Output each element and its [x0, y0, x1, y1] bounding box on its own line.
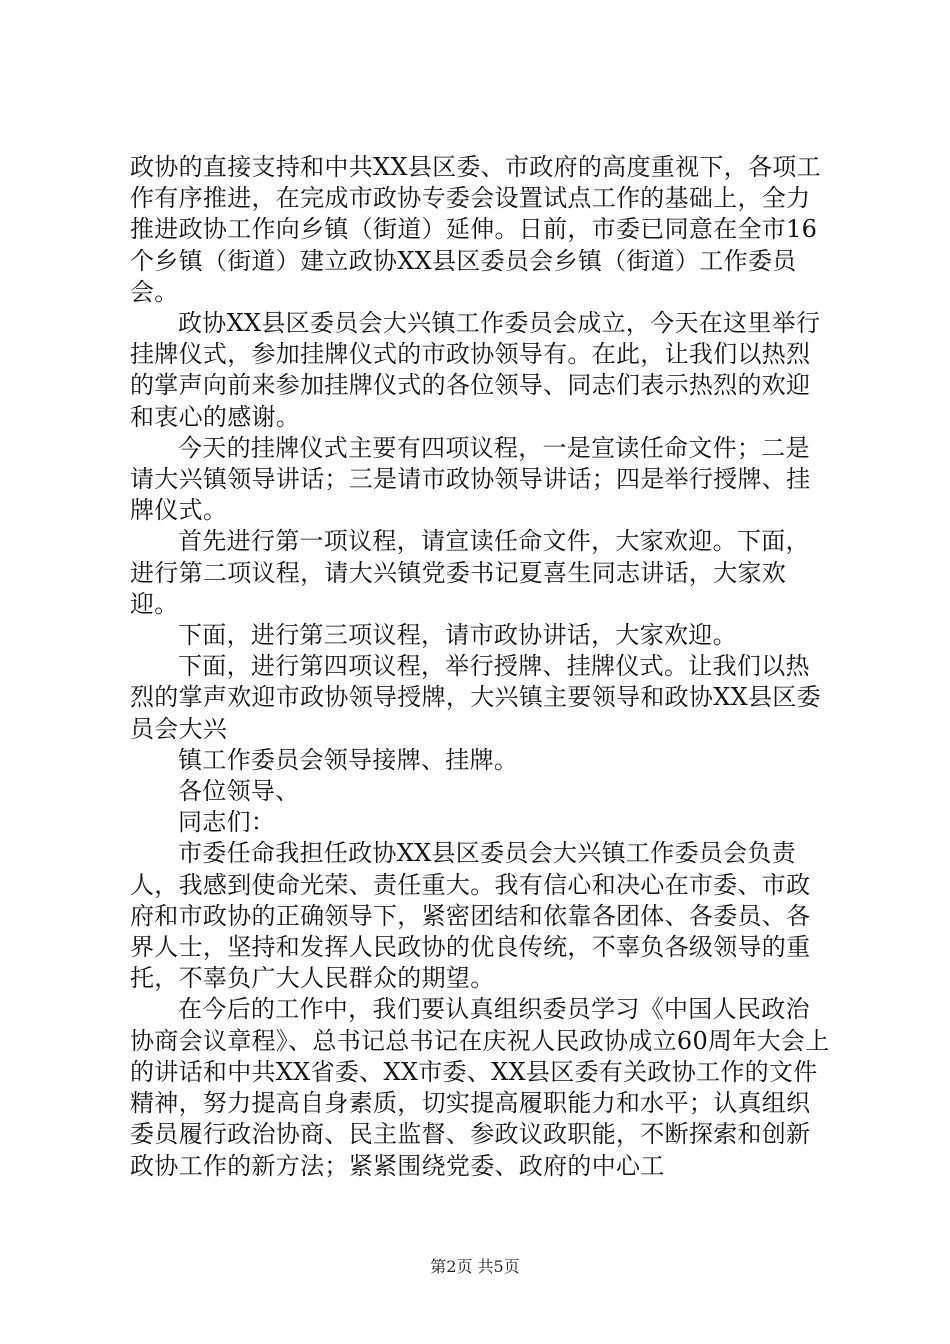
paragraph-2: 政协XX县区委员会大兴镇工作委员会成立，今天在这里举行挂牌仪式，参加挂牌仪式的市政协领导有。在此，让我们以热烈的掌声向前来参加挂牌仪式的各位领导、同志们表示热烈的欢迎和衷心的感谢。 — [130, 309, 821, 431]
paragraph-6: 下面，进行第四项议程，举行授牌、挂牌仪式。让我们以热烈的掌声欢迎市政协领导授牌，大兴镇主要领导和政协XX县区委员会大兴 — [130, 652, 821, 743]
paragraph-5: 下面，进行第三项议程，请市政协讲话，大家欢迎。 — [178, 621, 737, 650]
paragraph-11: 在今后的工作中，我们要认真组织委员学习《中国人民政治协商会议章程》、总书记总书记在庆祝人民政协成立60周年大会上的讲话和中共XX省委、XX市委、XX县区委有关政协工作的文件精神，努力提高自身素质，切实提高履职能力和水平；认真组织委员履行政治协商、民主监督、参政议政职能，不断探索和创新政协工作的新方法；紧紧围绕党委、政府的中心工 — [130, 995, 830, 1180]
page-footer: 第2页 共5页 — [430, 1257, 520, 1276]
document-body — [130, 152, 830, 1182]
paragraph-3: 今天的挂牌仪式主要有四项议程，一是宣读任命文件；二是请大兴镇领导讲话；三是请市政协领导讲话；四是举行授牌、挂牌仪式。 — [130, 433, 811, 525]
paragraph-7: 镇工作委员会领导接牌、挂牌。 — [178, 745, 519, 774]
paragraph-4: 首先进行第一项议程，请宣读任命文件，大家欢迎。下面，进行第二项议程，请大兴镇党委书记夏喜生同志讲话，大家欢迎。 — [130, 527, 810, 618]
paragraph-1: 政协的直接支持和中共XX县区委、市政府的高度重视下，各项工作有序推进，在完成市政协专委会设置试点工作的基础上，全力推进政协工作向乡镇（街道）延伸。日前，市委已同意在全市16个乡镇（街道）建立政协XX县区委员会乡镇（街道）工作委员会。 — [130, 153, 821, 306]
paragraph-8: 各位领导、 — [178, 777, 300, 806]
paragraph-10: 市委任命我担任政协XX县区委员会大兴镇工作委员会负责人，我感到使命光荣、责任重大。我有信心和决心在市委、市政府和市政协的正确领导下，紧密团结和依靠各团体、各委员、各界人士，坚持和发挥人民政协的优良传统，不辜负各级领导的重托，不辜负广大人民群众的期望。 — [130, 839, 811, 993]
paragraph-9: 同志们： — [178, 808, 276, 837]
